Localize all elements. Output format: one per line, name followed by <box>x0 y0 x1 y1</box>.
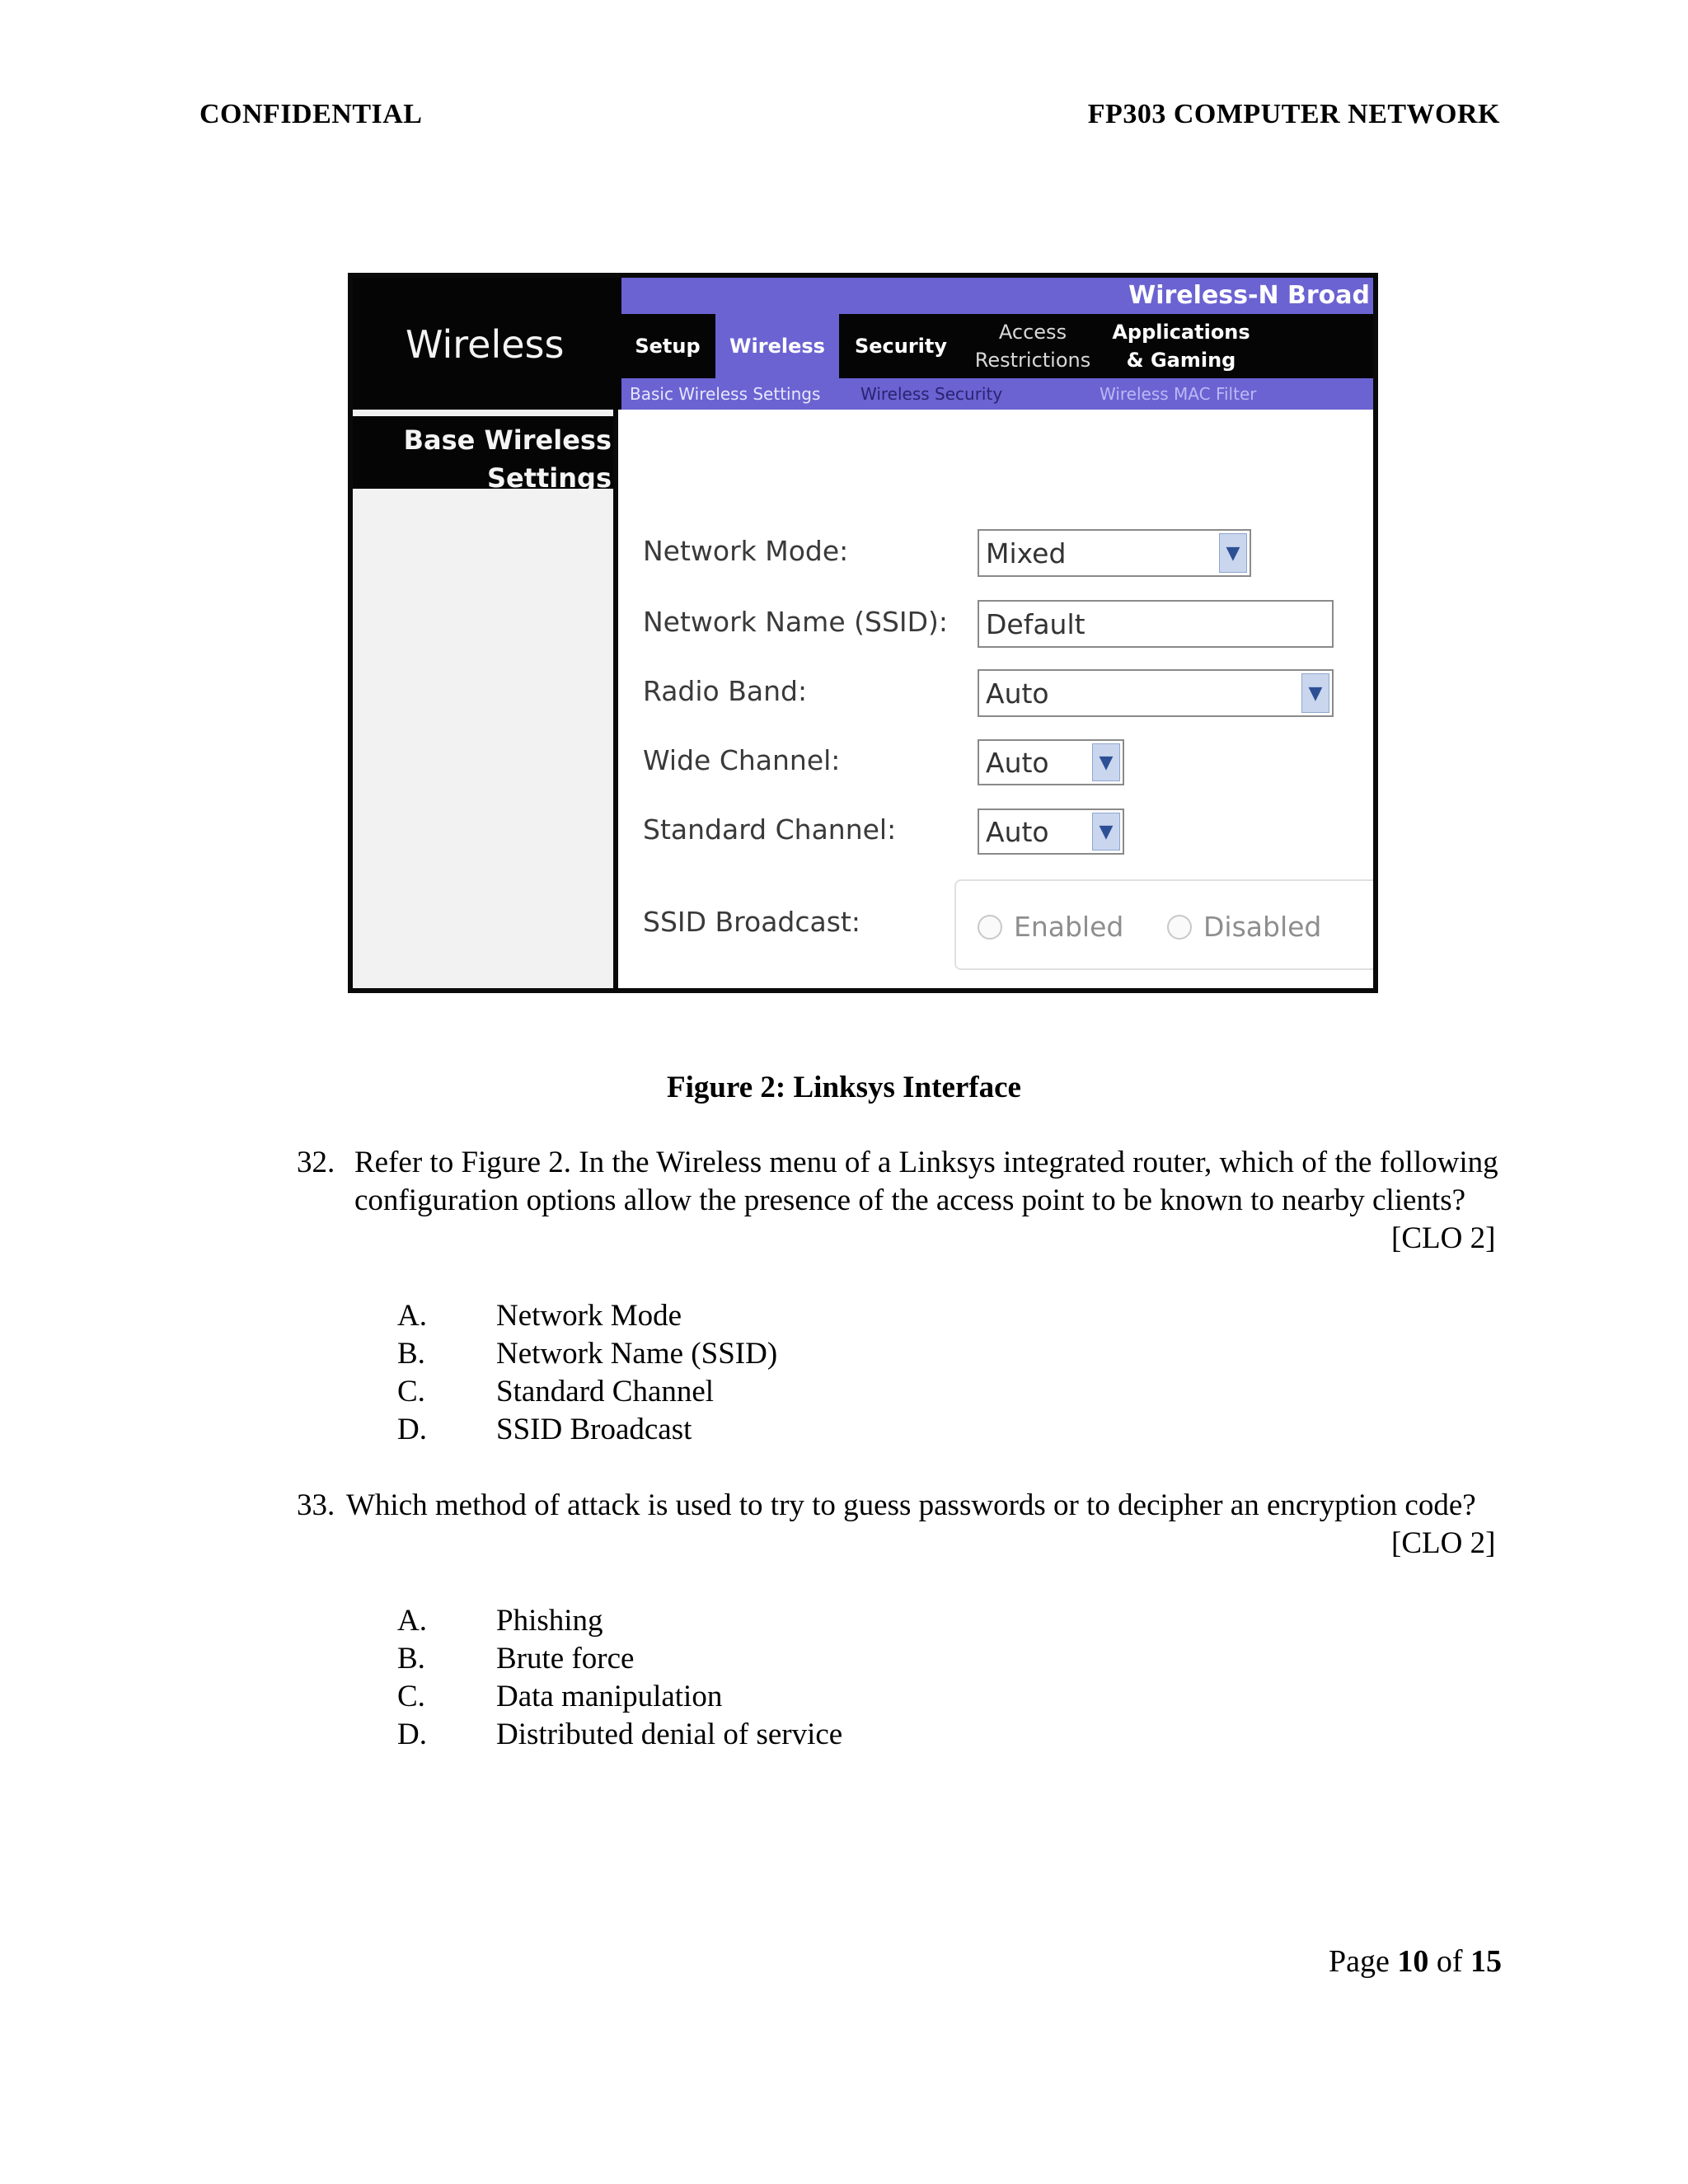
option-text: Data manipulation <box>496 1680 723 1713</box>
standard-channel-label: Standard Channel: <box>643 813 897 846</box>
left-column <box>353 410 613 993</box>
question-text: Refer to Figure 2. In the Wireless menu of a Linksys integrated router, which of the following configuration options allow the presence of the access point to be known to nearby clients? <box>354 1146 1498 1217</box>
ssid-broadcast-enabled[interactable] <box>978 911 1123 943</box>
option-text: Standard Channel <box>496 1375 715 1408</box>
column-divider <box>613 410 618 993</box>
chevron-down-icon: ▼ <box>1301 673 1329 713</box>
chevron-down-icon: ▼ <box>1219 533 1247 573</box>
tab-access-restrictions[interactable]: Access Restrictions <box>974 321 1091 372</box>
ssid-broadcast-group <box>954 879 1378 970</box>
page-footer <box>1329 1943 1502 1980</box>
question-number: 33. <box>297 1488 335 1522</box>
tab-applications-gaming[interactable]: Applications & Gaming <box>1112 321 1250 372</box>
product-name: Wireless-N Broad <box>1128 281 1370 310</box>
wide-channel-value: Auto <box>986 746 1049 779</box>
option-text: Network Mode <box>496 1299 682 1333</box>
option-text: SSID Broadcast <box>496 1413 692 1446</box>
radio-band-select[interactable] <box>978 669 1334 717</box>
option-text: Network Name (SSID) <box>496 1337 778 1371</box>
of-word: of <box>1436 1944 1463 1979</box>
product-banner <box>621 278 1373 314</box>
tab-security[interactable]: Security <box>854 335 948 358</box>
clo-tag: [CLO 2] <box>1391 1221 1496 1255</box>
option-letter: A. <box>397 1299 427 1333</box>
chevron-down-icon: ▼ <box>1092 813 1120 851</box>
radio-icon <box>978 915 1002 940</box>
wide-channel-label: Wide Channel: <box>643 744 841 776</box>
radio-band-value: Auto <box>986 677 1049 710</box>
option-text: Brute force <box>496 1642 635 1675</box>
disabled-label: Disabled <box>1203 911 1322 943</box>
tab-setup[interactable]: Setup <box>635 335 701 358</box>
section-brand: Wireless <box>406 322 565 367</box>
ssid-value: Default <box>986 607 1085 640</box>
subnav-wireless-mac-filter[interactable]: Wireless MAC Filter <box>1100 384 1257 404</box>
ssid-input[interactable] <box>978 600 1334 648</box>
page-total: 15 <box>1470 1944 1502 1979</box>
page-word: Page <box>1328 1944 1390 1979</box>
ssid-broadcast-disabled[interactable] <box>1167 911 1321 943</box>
option-letter: A. <box>397 1604 427 1638</box>
subnav <box>621 378 1373 410</box>
network-mode-label: Network Mode: <box>643 535 849 567</box>
enabled-label: Enabled <box>1014 911 1124 943</box>
option-letter: D. <box>397 1718 427 1751</box>
option-letter: B. <box>397 1337 425 1371</box>
radio-band-label: Radio Band: <box>643 675 808 707</box>
ssid-label: Network Name (SSID): <box>643 606 949 638</box>
option-text: Phishing <box>496 1604 603 1638</box>
subnav-wireless-security[interactable]: Wireless Security <box>860 384 1003 404</box>
section-header <box>353 416 615 494</box>
network-mode-select[interactable] <box>978 529 1251 577</box>
wide-channel-select[interactable] <box>978 739 1124 785</box>
option-text: Distributed denial of service <box>496 1718 843 1751</box>
subnav-basic-wireless-settings[interactable]: Basic Wireless Settings <box>630 384 821 404</box>
option-letter: C. <box>397 1375 425 1408</box>
radio-icon <box>1167 915 1192 940</box>
standard-channel-value: Auto <box>986 815 1049 848</box>
question-text: Which method of attack is used to try to guess passwords or to decipher an encryption code? <box>346 1488 1476 1522</box>
option-letter: C. <box>397 1680 425 1713</box>
chevron-down-icon: ▼ <box>1092 743 1120 781</box>
figure-caption: Figure 2: Linksys Interface <box>667 1071 1021 1104</box>
tab-wireless[interactable]: Wireless <box>715 314 839 378</box>
header-right: FP303 COMPUTER NETWORK <box>1087 99 1500 129</box>
clo-tag: [CLO 2] <box>1391 1526 1496 1560</box>
option-letter: B. <box>397 1642 425 1675</box>
header-left: CONFIDENTIAL <box>199 99 423 129</box>
network-mode-value: Mixed <box>986 537 1067 569</box>
section-title: Base Wireless Settings <box>403 424 612 494</box>
page-number: 10 <box>1397 1944 1429 1979</box>
linksys-figure <box>348 273 1378 993</box>
standard-channel-select[interactable] <box>978 808 1124 855</box>
option-letter: D. <box>397 1413 427 1446</box>
ssid-broadcast-label: SSID Broadcast: <box>643 906 860 938</box>
question-number: 32. <box>297 1146 335 1179</box>
